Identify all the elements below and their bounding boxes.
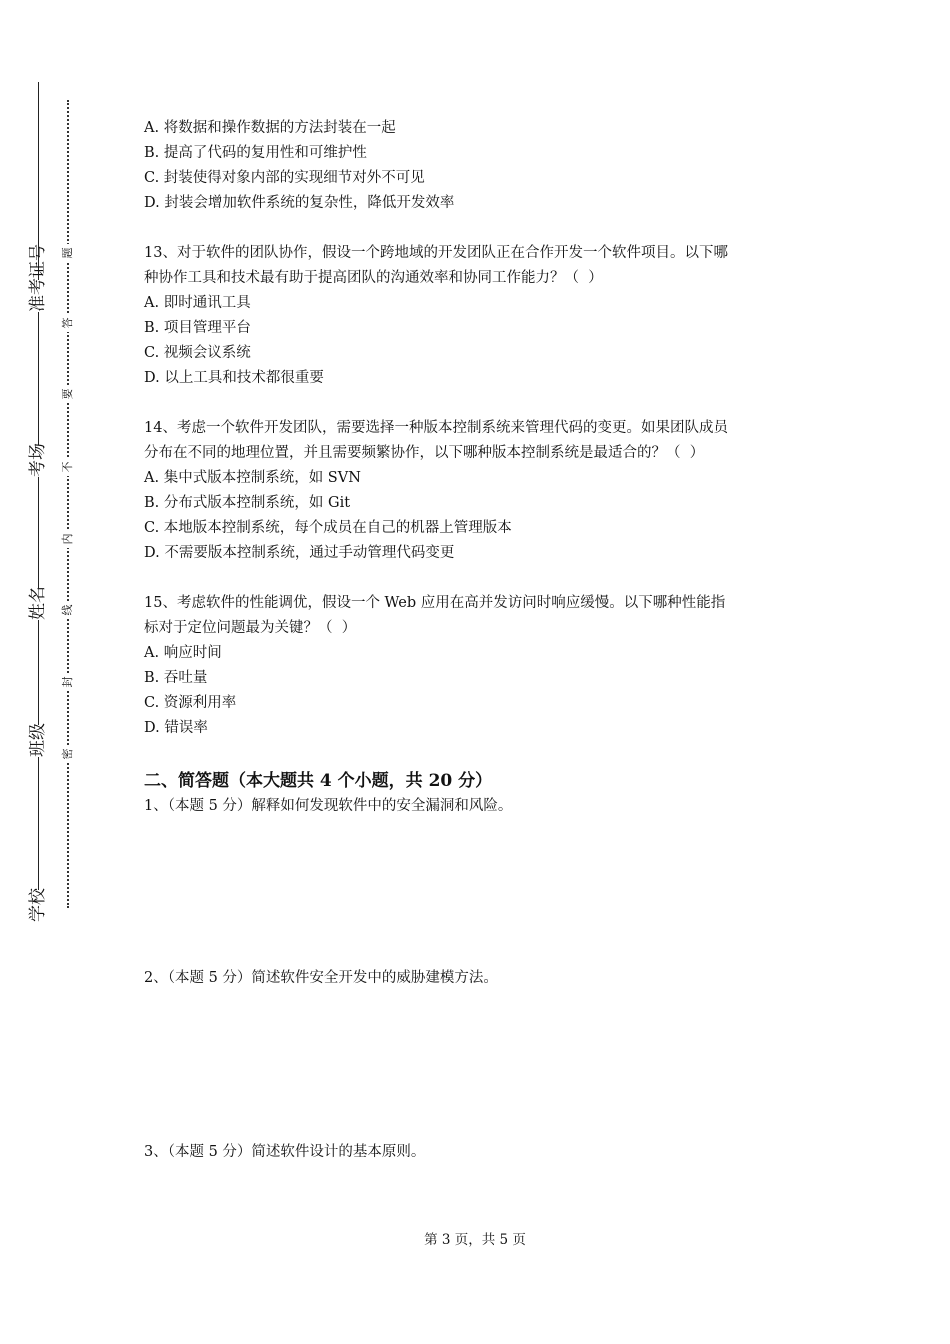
seal-char: 题	[59, 244, 77, 262]
option: A. 响应时间	[144, 645, 222, 661]
option: C. 封装使得对象内部的实现细节对外不可见	[144, 170, 425, 186]
question-stem: 标对于定位问题最为关键？（ ）	[144, 620, 357, 636]
seal-char: 答	[59, 314, 77, 332]
exam-room-label: 考场	[22, 445, 54, 477]
question-stem: 14、考虑一个软件开发团队，需要选择一种版本控制系统来管理代码的变更。如果团队成员	[144, 420, 728, 436]
seal-char: 要	[59, 385, 77, 403]
essay-question-3: 3、（本题 5 分）简述软件设计的基本原则。	[144, 1144, 426, 1160]
exam-id-label: 准考证号	[22, 280, 54, 312]
binding-solid-line	[38, 82, 39, 912]
essay-question-1: 1、（本题 5 分）解释如何发现软件中的安全漏洞和风险。	[144, 798, 513, 814]
option: B. 吞吐量	[144, 670, 208, 686]
option: D. 封装会增加软件系统的复杂性，降低开发效率	[144, 195, 455, 211]
seal-char: 密	[59, 745, 77, 763]
question-15	[144, 591, 814, 741]
option: B. 提高了代码的复用性和可维护性	[144, 145, 367, 161]
question-13	[144, 241, 814, 391]
school-label: 学校	[22, 890, 54, 922]
seal-char: 不	[59, 458, 77, 476]
option: A. 即时通讯工具	[144, 295, 251, 311]
class-label: 班级	[22, 725, 54, 757]
section-title: 二、简答题（本大题共 4 个小题，共 20 分）	[144, 771, 493, 791]
name-label: 姓名	[22, 588, 54, 620]
seal-char: 线	[59, 601, 77, 619]
seal-char: 封	[59, 673, 77, 691]
option: A. 将数据和操作数据的方法封装在一起	[144, 120, 396, 136]
page-footer: 第 3 页，共 5 页	[424, 1232, 526, 1248]
option: C. 视频会议系统	[144, 345, 251, 361]
option: B. 分布式版本控制系统，如 Git	[144, 495, 351, 511]
option: D. 以上工具和技术都很重要	[144, 370, 324, 386]
option: B. 项目管理平台	[144, 320, 251, 336]
exam-content	[144, 116, 814, 819]
question-stem: 13、对于软件的团队协作，假设一个跨地域的开发团队正在合作开发一个软件项目。以下哪	[144, 245, 728, 261]
option: A. 集中式版本控制系统，如 SVN	[144, 470, 361, 486]
question-stem: 种协作工具和技术最有助于提高团队的沟通效率和协同工作能力？（ ）	[144, 270, 603, 286]
essay-question-2: 2、（本题 5 分）简述软件安全开发中的威胁建模方法。	[144, 970, 498, 986]
question-12-options	[144, 116, 814, 216]
question-14	[144, 416, 814, 566]
option: D. 错误率	[144, 720, 208, 736]
option: D. 不需要版本控制系统，通过手动管理代码变更	[144, 545, 455, 561]
option: C. 本地版本控制系统，每个成员在自己的机器上管理版本	[144, 520, 512, 536]
question-stem: 分布在不同的地理位置，并且需要频繁协作，以下哪种版本控制系统是最适合的？（ ）	[144, 445, 705, 461]
binding-margin	[0, 0, 90, 1344]
seal-dotted-line	[67, 100, 69, 908]
option: C. 资源利用率	[144, 695, 237, 711]
seal-char: 内	[59, 530, 77, 548]
question-stem: 15、考虑软件的性能调优，假设一个 Web 应用在高并发访问时响应缓慢。以下哪种性能指	[144, 595, 726, 611]
